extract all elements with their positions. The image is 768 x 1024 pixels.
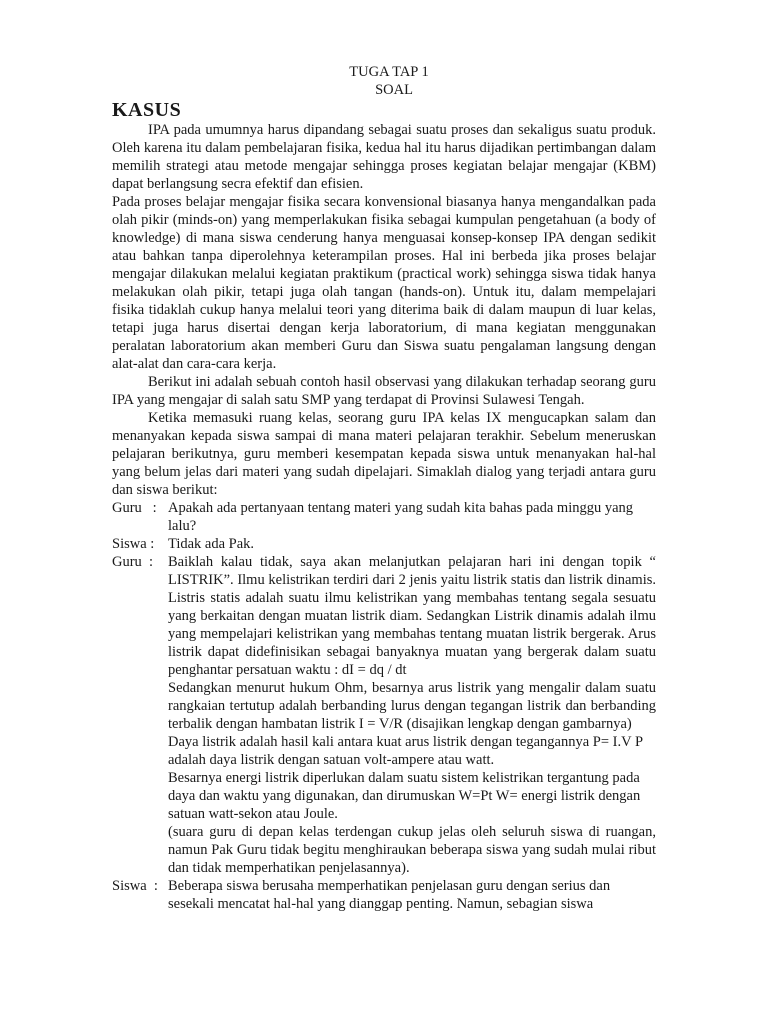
document-body <box>112 121 656 913</box>
dialog-line: Baiklah kalau tidak, saya akan melanjutkan pelajaran hari ini dengan topik “ LISTRIK”. Ilmu kelistrikan terdiri dari 2 jenis yaitu listrik statis dan listrik dinamis. Listris statis adalah suatu ilmu kelistrikan yang membahas tentang segala sesuatu yang berkaitan dengan muatan listrik diam. Sedangkan Listrik dinamis adalah ilmu yang mempelajari kelistrikan yang membahas tentang muatan listrik bergerak. Arus listrik dapat didefinisikan sebagai banyaknya muatan yang bergerak dalam suatu penghantar persatuan waktu : dI = dq / dt <box>168 554 656 678</box>
dialog-line: Tidak ada Pak. <box>168 536 255 552</box>
document-subtitle: SOAL <box>375 82 413 98</box>
dialog-text <box>168 499 656 535</box>
paragraph-dialog-intro: Ketika memasuki ruang kelas, seorang guru IPA kelas IX mengucapkan salam dan menanyakan kepada siswa sampai di mana materi pelajaran terakhir. Sebelum meneruskan pelajaran berikutnya, guru memberi kesempatan kepada siswa untuk menanyakan hal-hal yang belum jelas dari materi yang sudah dipelajari. Simaklah dialog yang terjadi antara guru dan siswa berikut: <box>112 410 656 498</box>
dialog-entry-guru-1 <box>112 499 656 535</box>
speaker-label: Siswa : <box>112 878 158 894</box>
dialog-text <box>168 535 656 553</box>
speaker-label: Guru : <box>112 500 157 516</box>
dialog-line: Daya listrik adalah hasil kali antara kuat arus listrik dengan tegangannya P= I.V P adalah daya listrik dengan satuan volt-ampere atau watt. <box>168 734 643 768</box>
dialog-line: Sedangkan menurut hukum Ohm, besarnya arus listrik yang mengalir dalam suatu rangkaian tertutup adalah berbanding lurus dengan tegangan listrik dan berbanding terbalik dengan hambatan listrik I = V/R (disajikan lengkap dengan gambarnya) <box>168 680 656 732</box>
paragraph-observasi: Berikut ini adalah sebuah contoh hasil observasi yang dilakukan terhadap seorang guru IPA yang mengajar di salah satu SMP yang terdapat di Provinsi Sulawesi Tengah. <box>112 374 656 408</box>
document-title: TUGA TAP 1 <box>349 64 429 80</box>
dialog-entry-siswa-1 <box>112 535 656 553</box>
dialog-line: Besarnya energi listrik diperlukan dalam suatu sistem kelistrikan tergantung pada daya dan waktu yang digunakan, dan dirumuskan W=Pt W= energi listrik dengan satuan watt-sekon atau Joule. <box>168 770 641 822</box>
dialog-line: Beberapa siswa berusaha memperhatikan penjelasan guru dengan serius dan sesekali mencatat hal-hal yang dianggap penting. Namun, sebagian siswa <box>168 878 611 912</box>
section-heading: KASUS <box>112 99 182 121</box>
dialog-entry-guru-2 <box>112 553 656 877</box>
dialog-line: Apakah ada pertanyaan tentang materi yang sudah kita bahas pada minggu yang lalu? <box>168 500 634 534</box>
paragraph-intro: IPA pada umumnya harus dipandang sebagai suatu proses dan sekaligus suatu produk. Oleh karena itu dalam pembelajaran fisika, kedua hal itu harus dijadikan pertimbangan dalam memilih strategi atau metode mengajar sehingga proses kegiatan belajar mengajar (KBM) dapat berlangsung secra efektif dan efisien. <box>112 122 656 192</box>
dialog-text <box>168 553 656 877</box>
speaker-label: Siswa : <box>112 536 155 552</box>
dialog-entry-siswa-2 <box>112 877 656 913</box>
dialog-line: (suara guru di depan kelas terdengan cukup jelas oleh seluruh siswa di ruangan, namun Pak Guru tidak begitu menghiraukan beberapa siswa yang sudah mulai ribut dan tidak memperhatikan penjelasannya). <box>168 824 656 876</box>
paragraph-konvensional: Pada proses belajar mengajar fisika secara konvensional biasanya hanya mengandalkan pada olah pikir (minds-on) yang memperlakukan fisika sebagai kumpulan pengetahuan (a body of knowledge) di mana siswa cenderung hanya menguasai konsep-konsep IPA dengan sedikit atau bahkan tanpa diperolehnya keterampilan proses. Hal ini berbeda jika proses belajar mengajar dilakukan melalui kegiatan praktikum (practical work) sehingga siswa tidak hanya melakukan olah pikir, tetapi juga olah tangan (hands-on). Untuk itu, dalam mempelajari fisika tidaklah cukup hanya melalui teori yang diterima baik di dalam maupun di luar kelas, tetapi juga harus disertai dengan kerja laboratorium, di mana kegiatan menggunakan peralatan laboratorium akan memberi Guru dan Siswa suatu pengalaman langsung dengan alat-alat dan cara-cara kerja. <box>112 194 656 372</box>
speaker-label: Guru : <box>112 554 154 570</box>
dialog-text <box>168 877 656 913</box>
